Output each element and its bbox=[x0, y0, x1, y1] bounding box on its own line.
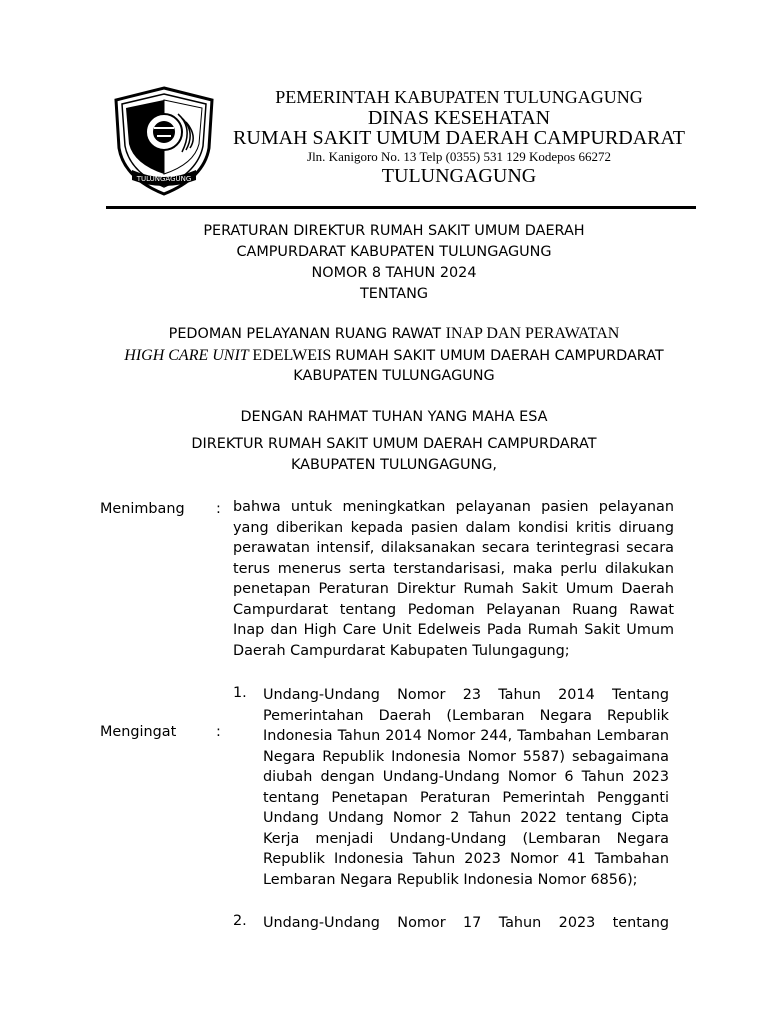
subject-line2-b: EDELWEIS bbox=[252, 347, 336, 364]
letterhead-department: DINAS KESEHATAN bbox=[367, 107, 551, 129]
mengingat-label: Mengingat bbox=[100, 724, 177, 740]
preamble-rahmat: DENGAN RAHMAT TUHAN YANG MAHA ESA bbox=[240, 409, 548, 425]
mengingat-item-text: Undang-Undang Nomor 17 Tahun 2023 tentang bbox=[263, 915, 669, 931]
letterhead-hospital: RUMAH SAKIT UMUM DAERAH CAMPURDARAT bbox=[233, 127, 685, 149]
letterhead-city: TULUNGAGUNG bbox=[381, 165, 537, 187]
letterhead-address: Jln. Kanigoro No. 13 Telp (0355) 531 129 Kodepos 66272 bbox=[307, 149, 611, 164]
regulation-tentang: TENTANG bbox=[359, 286, 429, 302]
mengingat-item-number: 2. bbox=[233, 913, 247, 929]
subject-line3: KABUPATEN TULUNGAGUNG bbox=[293, 368, 495, 384]
logo-text: TULUNGAGUNG bbox=[136, 175, 192, 183]
regulation-number: NOMOR 8 TAHUN 2024 bbox=[311, 265, 477, 281]
letterhead-divider bbox=[106, 206, 696, 209]
menimbang-label: Menimbang bbox=[100, 501, 185, 517]
subject-line2-italic: HIGH CARE UNIT bbox=[124, 347, 253, 364]
regulation-title-line2: CAMPURDARAT KABUPATEN TULUNGAGUNG bbox=[236, 244, 552, 260]
letterhead-government: PEMERINTAH KABUPATEN TULUNGAGUNG bbox=[275, 87, 643, 107]
subject-line1 bbox=[90, 325, 698, 343]
regulation-title-line1: PERATURAN DIREKTUR RUMAH SAKIT UMUM DAERAH bbox=[203, 223, 585, 239]
subject-line1-b: INAP DAN PERAWATAN bbox=[445, 325, 620, 342]
mengingat-colon: : bbox=[216, 724, 221, 740]
subject-line1-a: PEDOMAN PELAYANAN RUANG RAWAT bbox=[168, 326, 446, 342]
mengingat-item-text: Undang-Undang Nomor 23 Tahun 2014 Tentang Pemerintahan Daerah (Lembaran Negara Republik Indonesia Tahun 2014 Nomor 244, Tambahan Lembaran Negara Republik Indonesia Nomor 5587) sebagaimana diubah dengan Undang-Undang Nomor 6 Tahun 2023 tentang Penetapan Peraturan Pemerintah Pengganti Undang Undang Nomor 2 Tahun 2022 tentang Cipta Kerja menjadi Undang-Undang (Lembaran Negara Republik Indonesia Tahun 2023 Nomor 41 Tambahan Lembaran Negara Republik Indonesia Nomor 6856); bbox=[263, 687, 669, 888]
mengingat-item-number: 1. bbox=[233, 685, 247, 701]
subject-line2 bbox=[90, 347, 698, 365]
preamble-direktur-line2: KABUPATEN TULUNGAGUNG, bbox=[291, 457, 497, 473]
menimbang-text: bahwa untuk meningkatkan pelayanan pasien pelayanan yang diberikan kepada pasien dalam kondisi kritis diruang perawatan intensif, dilaksanakan secara terintegrasi secara terus menerus serta terstandarisasi, maka perlu dilakukan penetapan Peraturan Direktur Rumah Sakit Umum Daerah Campurdarat tentang Pedoman Pelayanan Ruang Rawat Inap dan High Care Unit Edelweis Pada Rumah Sakit Umum Daerah Campurdarat Kabupaten Tulungagung; bbox=[233, 499, 674, 659]
preamble-direktur-line1: DIREKTUR RUMAH SAKIT UMUM DAERAH CAMPURDARAT bbox=[191, 436, 597, 452]
menimbang-colon: : bbox=[216, 501, 221, 517]
regency-logo bbox=[112, 86, 216, 196]
subject-line2-c: RUMAH SAKIT UMUM DAERAH CAMPURDARAT bbox=[335, 348, 664, 364]
